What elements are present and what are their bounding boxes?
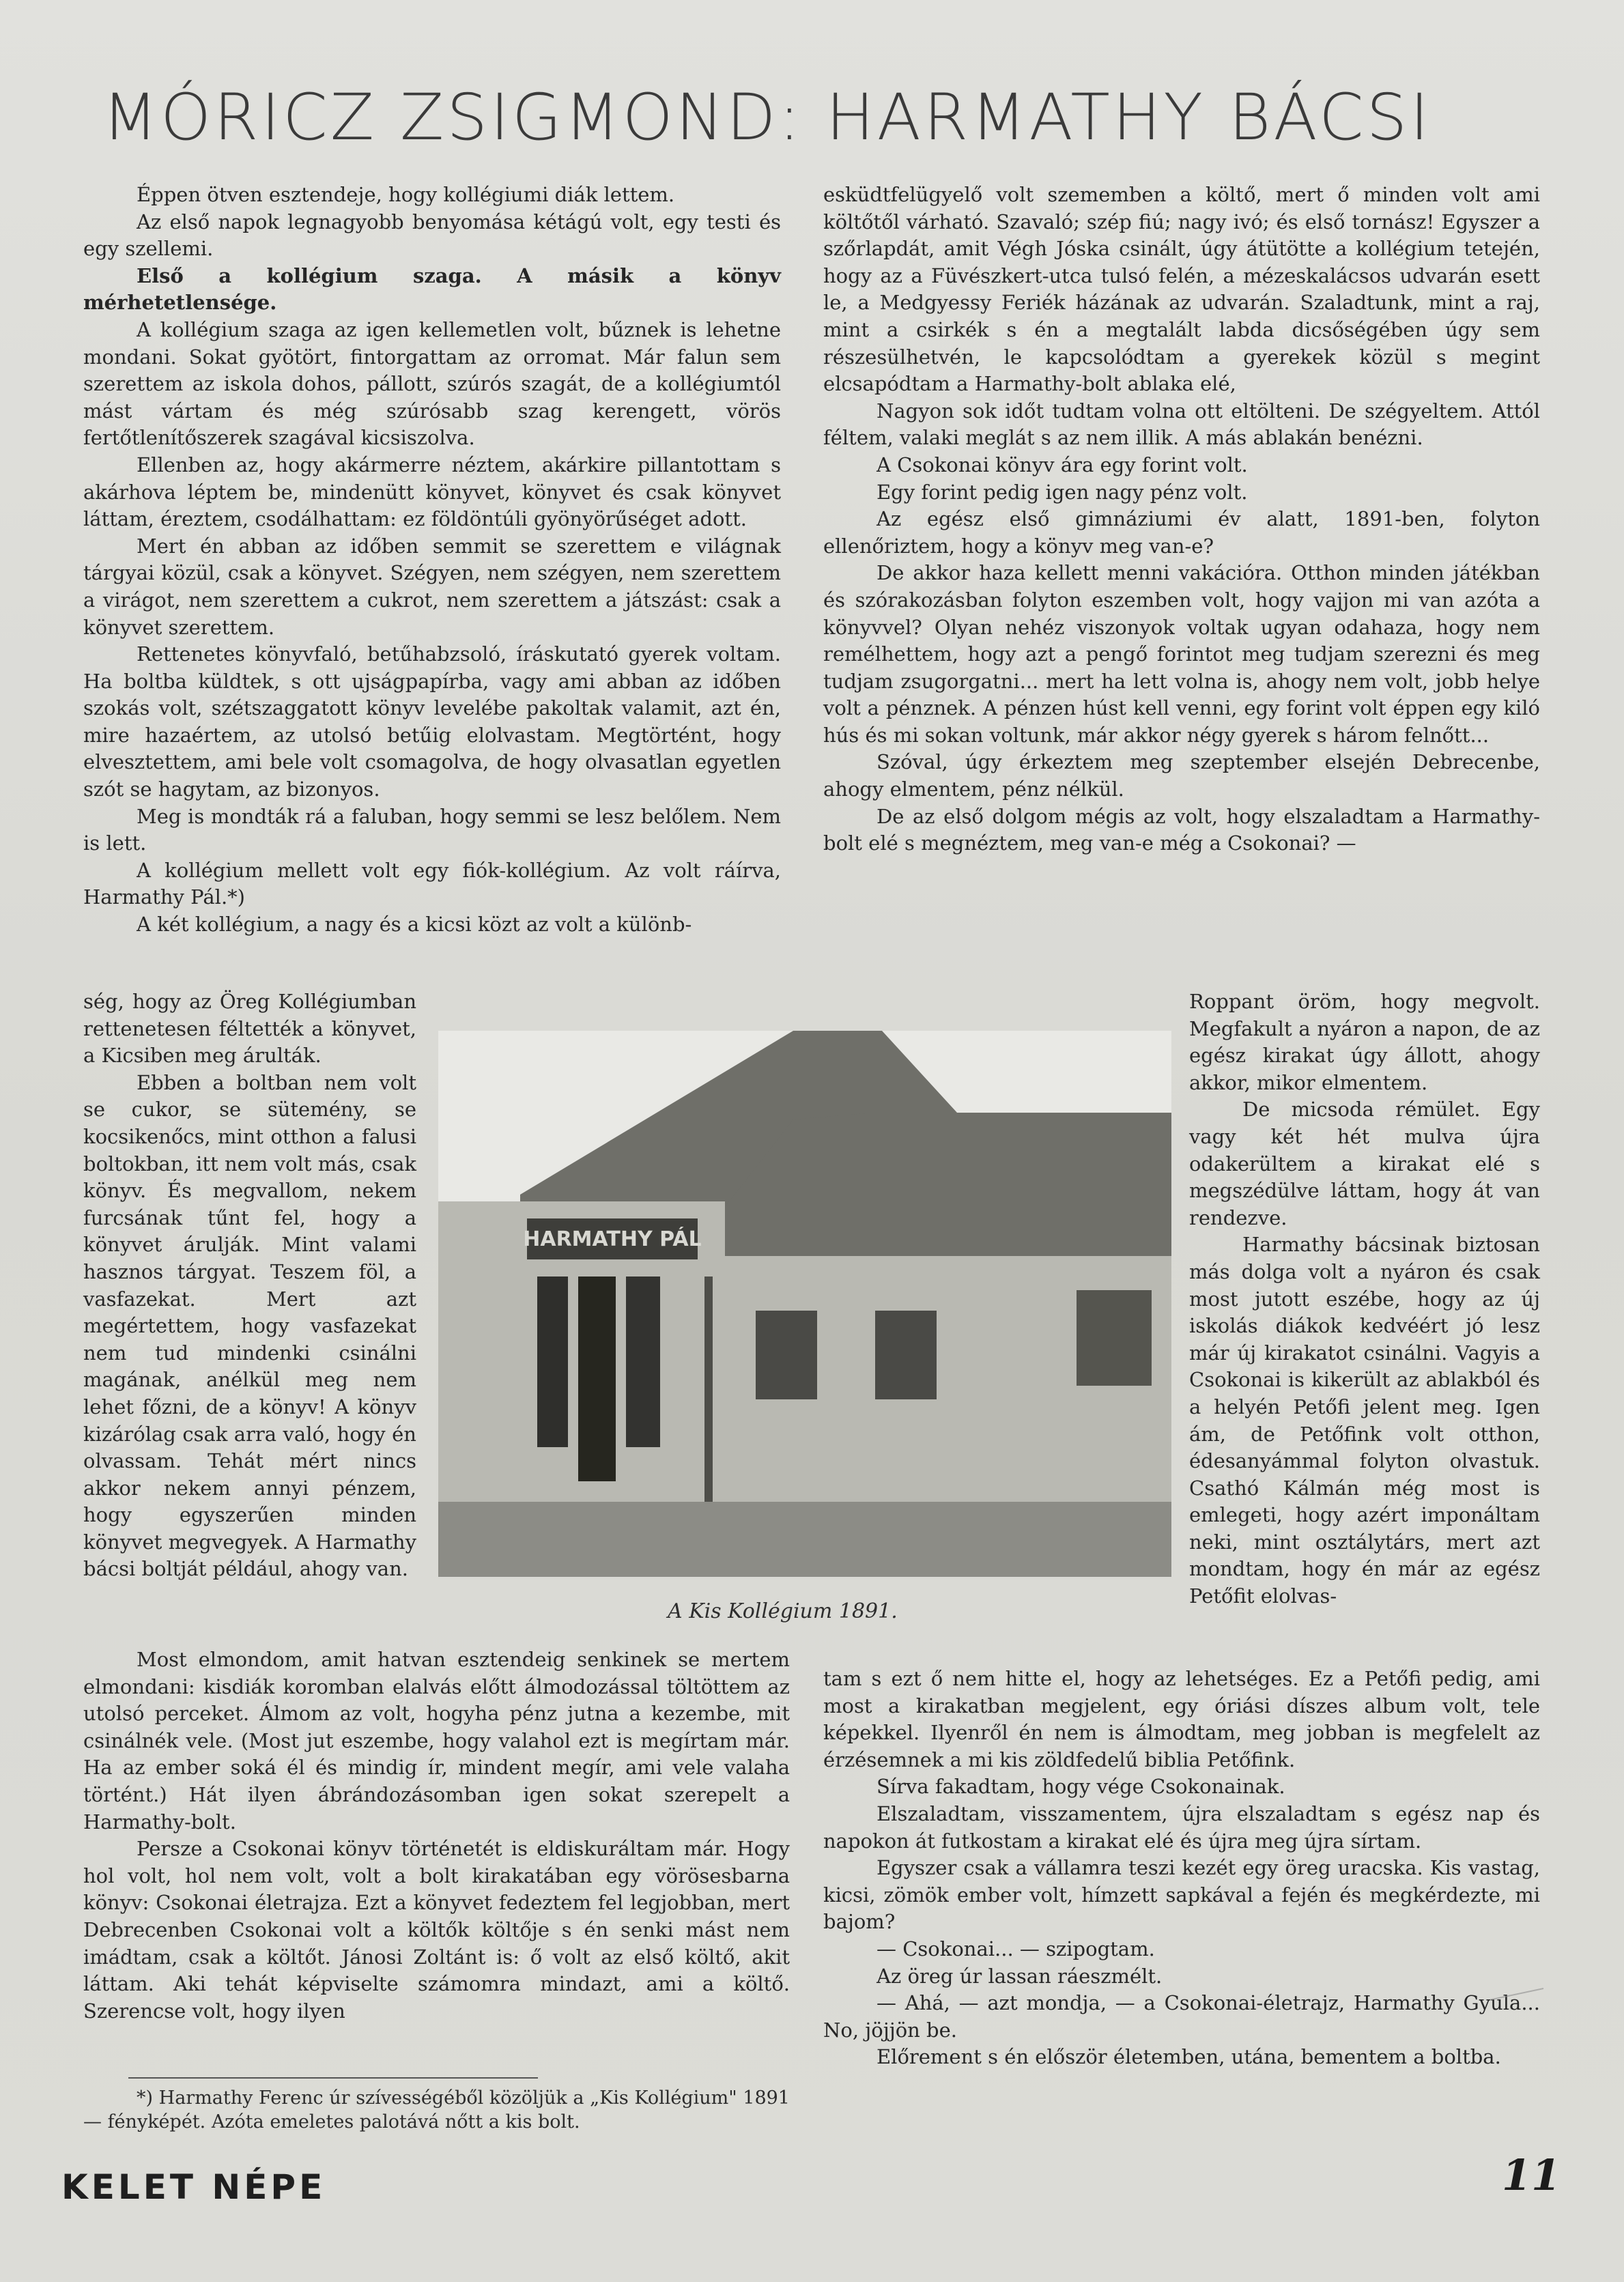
left-column-narrow [83,988,416,1583]
shop-window [626,1277,660,1447]
paragraph: Meg is mondták rá a faluban, hogy semmi se lesz belőlem. Nem is lett. [83,804,781,855]
paragraph: De akkor haza kellett menni vakációra. Otthon minden játékban és szórakozásban folyton eszemben volt, hogy vajjon mi van azóta a könyvvel? Olyan nehéz viszonyok voltak ugyan odahaza, hogy nem remélhettem, hogy azt a pengő forintot meg tudjam szerezni és meg tudjam zsugorgatni... mert ha lett volna is, ahogy nem volt, jobb helye volt a pénznek. A pénzen húst kell venni, egy forint volt éppen egy kiló hús és mi sokan voltunk, már akkor négy gyerek s három felnőtt... [823,561,1540,747]
paragraph: tam s ezt ő nem hitte el, hogy az lehetséges. Ez a Petőfi pedig, ami most a kirakatban megjelent, egy óriási díszes album volt, tele képekkel. Ilyenről én nem is álmodtam, meg jobban is megfelelt az érzésemnek a mi kis zöldfedelű biblia Petőfink. [823,1667,1540,1771]
paragraph: Éppen ötven esztendeje, hogy kollégiumi diák lettem. [137,183,675,206]
paragraph: Az öreg úr lassan ráeszmélt. [877,1964,1163,1988]
kis-kollegium-photo [438,1031,1171,1577]
paragraph: A kollégium mellett volt egy fiók-kollégium. Az volt ráírva, Harmathy Pál.*) [83,858,781,909]
paragraph: De micsoda rémület. Egy vagy két hét mulva újra odakerültem a kirakat elé s megszédülve láttam, hogy át van rendezve. [1189,1098,1540,1229]
paragraph: Szóval, úgy érkeztem meg szeptember elsején Debrecenbe, ahogy elmentem, pénz nélkül. [823,750,1540,801]
paragraph: Most elmondom, amit hatvan esztendeig senkinek se mertem elmondani: kisdiák koromban elalvás előtt álmodozással töltöttem az utolsó perceket. Álmom az volt, hogyha pénz jutna a kezembe, mit csinálnék vele. (Most jut eszembe, hogy valahol ezt is megírtam már. Ha az ember soká él és mindig ír, mindent megír, ami vele valaha történt.) Hát ilyen ábrándozásomban igen sokat szerepelt a Harmathy-bolt. [83,1648,790,1834]
magazine-name: KELET NÉPE [61,2167,326,2207]
photo-caption: A Kis Kollégium 1891. [668,1599,898,1623]
shop-sign-text: HARMATHY PÁL [523,1227,702,1251]
paragraph: Harmathy bácsinak biztosan más dolga volt a nyáron és csak most jutott eszébe, hogy az új iskolás diákok kedvéért jó lesz már új kirakatot csinálni. Vagyis a Csokonai is kikerült az ablakból és a helyén Petőfi jelent meg. Igen ám, de Petőfink volt otthon, édesanyámmal folyton olvastuk. Csathó Kálmán még most is emlegeti, hogy azért imponáltam neki, mint osztálytárs, mert azt mondtam, hogy én már az egész Petőfit elolvas- [1189,1233,1540,1608]
paragraph: Első a kollégium szaga. A másik a könyv mérhetetlensége. [83,263,781,315]
paragraph: Sírva fakadtam, hogy vége Csokonainak. [877,1775,1285,1799]
paragraph: A kollégium szaga az igen kellemetlen volt, bűznek is lehetne mondani. Sokat gyötört, fintorgattam az orromat. Már falun sem szerettem az iskola dohos, pállott, szúrós szagát, de a kollégiumtól mást vártam és még szúrósabb szag kerengett, vörös fertőtlenítőszerek szagával kicsiszolva. [83,317,781,450]
paragraph: Előrement s én először életemben, utána, bementem a boltba. [877,2045,1501,2069]
paragraph: De az első dolgom mégis az volt, hogy elszaladtam a Harmathy-bolt elé s megnéztem, meg van-e még a Csokonai? — [823,804,1540,855]
paragraph: Ellenben az, hogy akármerre néztem, akárkire pillantottam s akárhova léptem be, mindenütt könyvet, könyvet és csak könyvet láttam, éreztem, csodálhattam: ez földöntúli gyönyörűséget adott. [83,453,781,531]
house-window [875,1311,937,1399]
article-title: MÓRICZ ZSIGMOND: HARMATHY BÁCSI [102,81,1432,155]
paragraph: Az egész első gimnáziumi év alatt, 1891-ben, folyton ellenőriztem, hogy a könyv meg van-e? [823,507,1540,558]
drainpipe [704,1277,713,1502]
right-column-upper [823,182,1540,857]
paragraph: Roppant öröm, hogy megvolt. Megfakult a nyáron a napon, de az egész kirakat úgy állott, ahogy akkor, mikor elmentem. [1189,990,1540,1094]
paragraph: Elszaladtam, visszamentem, újra elszaladtam s egész nap és napokon át futkostam a kirakat elé és újra meg újra sírtam. [823,1801,1540,1853]
shop-door [578,1277,616,1481]
paragraph: esküdtfelügyelő volt szememben a költő, mert ő minden volt ami költőtől várható. Szavaló; szép fiú; nagy ivó; és első tornász! Egyszer a szőrlapdát, amit Végh Jóska csinált, úgy átütötte a kollégium tetején, hogy az a Füvészkert-utca tulsó felén, a mézeskalácsos udvarán esett le, a Medgyessy Feriék házának az udvarán. Szaladtunk, mint a raj, mint a csirkék s én a megtalált labda dicsőségében úgy sem részesülhetvén, le kapcsolódtam a gyerekek közül s megint elcsapódtam a Harmathy-bolt ablaka elé, [823,183,1540,396]
paragraph: Persze a Csokonai könyv történetét is eldiskuráltam már. Hogy hol volt, hol nem volt, volt a bolt kirakatában egy vörösesbarna könyv: Csokonai életrajza. Ezt a könyvet fedeztem fel legjobban, mert Debrecenben Csokonai volt a költők költője s én senki mást nem imádtam, csak a költőt. Jánosi Zoltánt is: ő volt az első költő, akit láttam. Aki tehát képviselte számomra mindazt, ami a költő. Szerencse volt, hogy ilyen [83,1837,790,2023]
house-window [1077,1290,1152,1386]
page-number: 11 [1502,2150,1561,2200]
footnote-divider [128,2077,538,2079]
paragraph: Az első napok legnagyobb benyomása kétágú volt, egy testi és egy szellemi. [83,210,781,261]
paragraph: Egy forint pedig igen nagy pénz volt. [877,480,1248,504]
paragraph: A Csokonai könyv ára egy forint volt. [877,453,1248,476]
left-column-upper [83,182,781,939]
paragraph: — Csokonai... — szipogtam. [877,1937,1155,1960]
paragraph: ség, hogy az Öreg Kollégiumban rettenetesen féltették a könyvet, a Kicsiben meg árulták. [83,990,416,1068]
paragraph: Mert én abban az időben semmit se szerettem e világnak tárgyai közül, csak a könyvet. Szégyen, nem szégyen, nem szerettem a virágot, nem szerettem a cukrot, nem szerettem a játszást: csak a könyvet szerettem. [83,534,781,639]
shop-window [537,1277,568,1447]
right-column-narrow [1189,988,1540,1610]
building-illustration [438,1031,1171,1577]
paragraph: Nagyon sok időt tudtam volna ott eltölteni. De szégyeltem. Attól féltem, valaki meglát s az nem illik. A más ablakán benézni. [823,399,1540,450]
paragraph: Rettenetes könyvfaló, betűhabzsoló, íráskutató gyerek voltam. Ha boltba küldtek, s ott ujságpapírba, vagy ami abban az időben szokás volt, szétszaggatott könyv levelébe pakoltak valamit, azt én, mire hazaértem, az utolsó betűig elolvastam. Megtörtént, hogy elvesztettem, ami bele volt csomagolva, de hogy olvasatlan egyetlen szót se hagytam, az bizonyos. [83,642,781,801]
paragraph: Ebben a boltban nem volt se cukor, se sütemény, se kocsikenőcs, mint otthon a falusi boltokban, itt nem volt más, csak könyv. És megvallom, nekem furcsának tűnt fel, hogy a könyvet árulják. Mint valami hasznos tárgyat. Teszem föl, a vasfazekat. Mert azt megértettem, hogy vasfazekat nem tud mindenki csinálni magának, anélkül meg nem lehet főzni, de a könyv! A könyv kizárólag csak arra való, hogy én olvassam. Tehát mért nincs akkor nekem annyi pénzem, hogy egyszerűen minden könyvet megvegyek. A Harmathy bácsi boltját például, ahogy van. [83,1070,416,1581]
paragraph: Egyszer csak a vállamra teszi kezét egy öreg uracska. Kis vastag, kicsi, zömök ember volt, hímzett sapkával a fején és megkérdezte, mi bajom? [823,1856,1540,1934]
right-column-lower [823,1666,1540,2071]
paragraph: A két kollégium, a nagy és a kicsi közt az volt a különb- [137,913,692,937]
house-window [756,1311,817,1399]
left-column-lower [83,1646,790,2025]
footnote: *) Harmathy Ferenc úr szívességéből közöljük a „Kis Kollégium" 1891 — fényképét. Azóta emeletes palotává nőtt a kis bolt. [83,2087,790,2133]
street [438,1502,1171,1577]
paragraph: — Ahá, — azt mondja, — a Csokonai-életrajz, Harmathy Gyula... No, jöjjön be. [823,1991,1540,2042]
